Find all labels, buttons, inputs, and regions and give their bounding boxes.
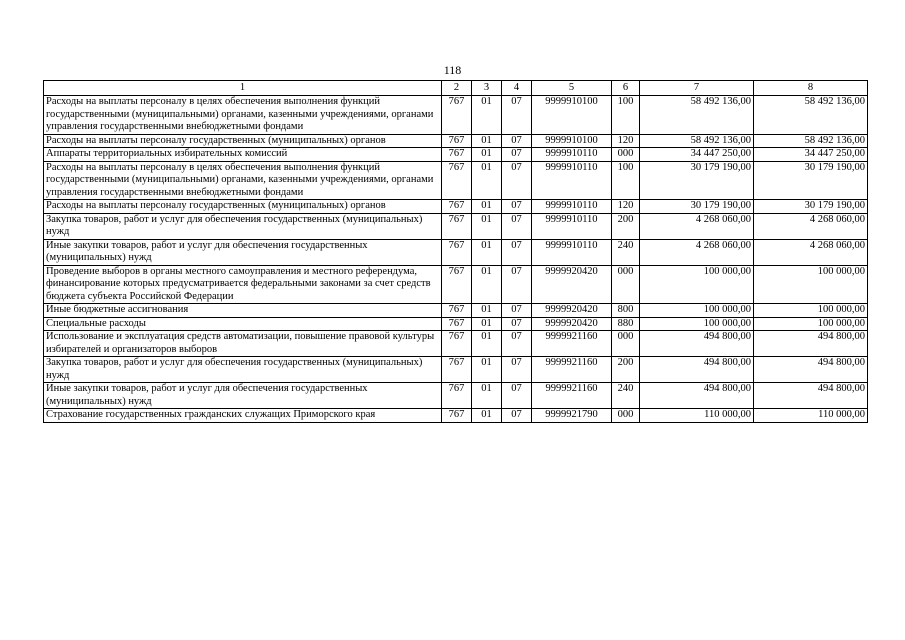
row-col-6: 000 bbox=[612, 265, 640, 304]
table-row bbox=[44, 148, 868, 162]
row-name: Страхование государственных гражданских служащих Приморского края bbox=[44, 409, 442, 423]
row-col-3: 01 bbox=[472, 331, 502, 357]
row-col-7: 4 268 060,00 bbox=[640, 213, 754, 239]
row-col-4: 07 bbox=[502, 383, 532, 409]
table-row bbox=[44, 96, 868, 135]
row-col-4: 07 bbox=[502, 265, 532, 304]
row-col-4: 07 bbox=[502, 200, 532, 214]
row-col-7: 58 492 136,00 bbox=[640, 134, 754, 148]
row-name: Расходы на выплаты персоналу в целях обеспечения выполнения функций государственными (муниципальными) органами, казенными учреждениями, органами управления государственными внебюджетными фондами bbox=[44, 96, 442, 135]
row-col-3: 01 bbox=[472, 239, 502, 265]
row-col-3: 01 bbox=[472, 383, 502, 409]
row-col-6: 120 bbox=[612, 134, 640, 148]
row-col-6: 880 bbox=[612, 317, 640, 331]
row-col-7: 100 000,00 bbox=[640, 304, 754, 318]
row-col-6: 800 bbox=[612, 304, 640, 318]
row-name: Иные бюджетные ассигнования bbox=[44, 304, 442, 318]
row-col-5: 9999921160 bbox=[532, 331, 612, 357]
row-col-5: 9999921160 bbox=[532, 383, 612, 409]
row-col-6: 000 bbox=[612, 331, 640, 357]
row-name: Проведение выборов в органы местного самоуправления и местного референдума, финансирование которых предусматривается федеральными законами за счет средств бюджета субъекта Российской Федерации bbox=[44, 265, 442, 304]
row-col-4: 07 bbox=[502, 148, 532, 162]
row-name: Расходы на выплаты персоналу государственных (муниципальных) органов bbox=[44, 200, 442, 214]
row-col-4: 07 bbox=[502, 409, 532, 423]
row-name: Специальные расходы bbox=[44, 317, 442, 331]
row-col-5: 9999910110 bbox=[532, 161, 612, 200]
table-row bbox=[44, 239, 868, 265]
header-cell-4: 4 bbox=[502, 81, 532, 96]
table-row bbox=[44, 409, 868, 423]
row-col-5: 9999910110 bbox=[532, 213, 612, 239]
row-col-7: 100 000,00 bbox=[640, 317, 754, 331]
row-col-7: 110 000,00 bbox=[640, 409, 754, 423]
row-col-8: 30 179 190,00 bbox=[754, 161, 868, 200]
row-col-8: 4 268 060,00 bbox=[754, 213, 868, 239]
table-row bbox=[44, 383, 868, 409]
header-cell-2: 2 bbox=[442, 81, 472, 96]
row-col-7: 34 447 250,00 bbox=[640, 148, 754, 162]
row-col-5: 9999921790 bbox=[532, 409, 612, 423]
row-col-5: 9999910110 bbox=[532, 148, 612, 162]
row-col-2: 767 bbox=[442, 96, 472, 135]
row-col-3: 01 bbox=[472, 409, 502, 423]
row-col-8: 100 000,00 bbox=[754, 317, 868, 331]
row-col-2: 767 bbox=[442, 304, 472, 318]
row-col-2: 767 bbox=[442, 383, 472, 409]
row-name: Использование и эксплуатация средств автоматизации, повышение правовой культуры избирателей и организаторов выборов bbox=[44, 331, 442, 357]
row-col-7: 30 179 190,00 bbox=[640, 161, 754, 200]
row-name: Закупка товаров, работ и услуг для обеспечения государственных (муниципальных) нужд bbox=[44, 213, 442, 239]
header-cell-5: 5 bbox=[532, 81, 612, 96]
row-col-3: 01 bbox=[472, 317, 502, 331]
row-name: Закупка товаров, работ и услуг для обеспечения государственных (муниципальных) нужд bbox=[44, 357, 442, 383]
row-col-6: 240 bbox=[612, 239, 640, 265]
row-name: Расходы на выплаты персоналу в целях обеспечения выполнения функций государственными (муниципальными) органами, казенными учреждениями, органами управления государственными внебюджетными фондами bbox=[44, 161, 442, 200]
row-col-5: 9999910110 bbox=[532, 239, 612, 265]
row-col-8: 58 492 136,00 bbox=[754, 134, 868, 148]
row-col-3: 01 bbox=[472, 265, 502, 304]
row-col-3: 01 bbox=[472, 148, 502, 162]
row-col-8: 100 000,00 bbox=[754, 304, 868, 318]
table-row bbox=[44, 161, 868, 200]
table-row bbox=[44, 265, 868, 304]
row-col-2: 767 bbox=[442, 409, 472, 423]
table-row bbox=[44, 357, 868, 383]
page-number: 118 bbox=[443, 63, 462, 77]
row-col-7: 100 000,00 bbox=[640, 265, 754, 304]
row-col-5: 9999920420 bbox=[532, 265, 612, 304]
row-col-8: 34 447 250,00 bbox=[754, 148, 868, 162]
row-col-3: 01 bbox=[472, 200, 502, 214]
row-col-3: 01 bbox=[472, 134, 502, 148]
table-row bbox=[44, 304, 868, 318]
row-name: Иные закупки товаров, работ и услуг для обеспечения государственных (муниципальных) нужд bbox=[44, 239, 442, 265]
header-cell-8: 8 bbox=[754, 81, 868, 96]
header-cell-6: 6 bbox=[612, 81, 640, 96]
row-col-2: 767 bbox=[442, 200, 472, 214]
table-row bbox=[44, 213, 868, 239]
row-col-5: 9999920420 bbox=[532, 304, 612, 318]
row-col-7: 4 268 060,00 bbox=[640, 239, 754, 265]
row-col-6: 100 bbox=[612, 96, 640, 135]
row-col-3: 01 bbox=[472, 304, 502, 318]
row-col-7: 30 179 190,00 bbox=[640, 200, 754, 214]
row-col-7: 494 800,00 bbox=[640, 331, 754, 357]
row-col-6: 000 bbox=[612, 148, 640, 162]
header-cell-1: 1 bbox=[44, 81, 442, 96]
row-name: Расходы на выплаты персоналу государственных (муниципальных) органов bbox=[44, 134, 442, 148]
row-name: Иные закупки товаров, работ и услуг для обеспечения государственных (муниципальных) нужд bbox=[44, 383, 442, 409]
row-col-8: 494 800,00 bbox=[754, 357, 868, 383]
row-col-2: 767 bbox=[442, 161, 472, 200]
table-row bbox=[44, 134, 868, 148]
table-row bbox=[44, 200, 868, 214]
row-col-2: 767 bbox=[442, 265, 472, 304]
row-col-6: 000 bbox=[612, 409, 640, 423]
header-row bbox=[44, 81, 868, 96]
row-col-6: 100 bbox=[612, 161, 640, 200]
row-col-8: 494 800,00 bbox=[754, 331, 868, 357]
budget-table bbox=[43, 80, 868, 423]
row-col-8: 30 179 190,00 bbox=[754, 200, 868, 214]
row-col-2: 767 bbox=[442, 317, 472, 331]
row-col-4: 07 bbox=[502, 96, 532, 135]
row-col-6: 120 bbox=[612, 200, 640, 214]
row-col-2: 767 bbox=[442, 331, 472, 357]
row-col-3: 01 bbox=[472, 161, 502, 200]
table-row bbox=[44, 331, 868, 357]
row-col-2: 767 bbox=[442, 357, 472, 383]
row-col-6: 200 bbox=[612, 357, 640, 383]
row-name: Аппараты территориальных избирательных комиссий bbox=[44, 148, 442, 162]
row-col-6: 240 bbox=[612, 383, 640, 409]
row-col-8: 58 492 136,00 bbox=[754, 96, 868, 135]
row-col-2: 767 bbox=[442, 239, 472, 265]
row-col-7: 58 492 136,00 bbox=[640, 96, 754, 135]
row-col-5: 9999920420 bbox=[532, 317, 612, 331]
row-col-5: 9999910110 bbox=[532, 200, 612, 214]
row-col-5: 9999910100 bbox=[532, 96, 612, 135]
row-col-4: 07 bbox=[502, 317, 532, 331]
row-col-8: 100 000,00 bbox=[754, 265, 868, 304]
row-col-3: 01 bbox=[472, 357, 502, 383]
row-col-4: 07 bbox=[502, 213, 532, 239]
header-cell-7: 7 bbox=[640, 81, 754, 96]
row-col-2: 767 bbox=[442, 148, 472, 162]
row-col-2: 767 bbox=[442, 134, 472, 148]
row-col-7: 494 800,00 bbox=[640, 357, 754, 383]
row-col-4: 07 bbox=[502, 161, 532, 200]
row-col-4: 07 bbox=[502, 331, 532, 357]
row-col-7: 494 800,00 bbox=[640, 383, 754, 409]
row-col-4: 07 bbox=[502, 357, 532, 383]
row-col-3: 01 bbox=[472, 96, 502, 135]
table-row bbox=[44, 317, 868, 331]
row-col-2: 767 bbox=[442, 213, 472, 239]
header-cell-3: 3 bbox=[472, 81, 502, 96]
row-col-8: 110 000,00 bbox=[754, 409, 868, 423]
row-col-4: 07 bbox=[502, 239, 532, 265]
row-col-5: 9999921160 bbox=[532, 357, 612, 383]
row-col-8: 4 268 060,00 bbox=[754, 239, 868, 265]
row-col-5: 9999910100 bbox=[532, 134, 612, 148]
row-col-4: 07 bbox=[502, 304, 532, 318]
row-col-6: 200 bbox=[612, 213, 640, 239]
row-col-8: 494 800,00 bbox=[754, 383, 868, 409]
row-col-3: 01 bbox=[472, 213, 502, 239]
row-col-4: 07 bbox=[502, 134, 532, 148]
